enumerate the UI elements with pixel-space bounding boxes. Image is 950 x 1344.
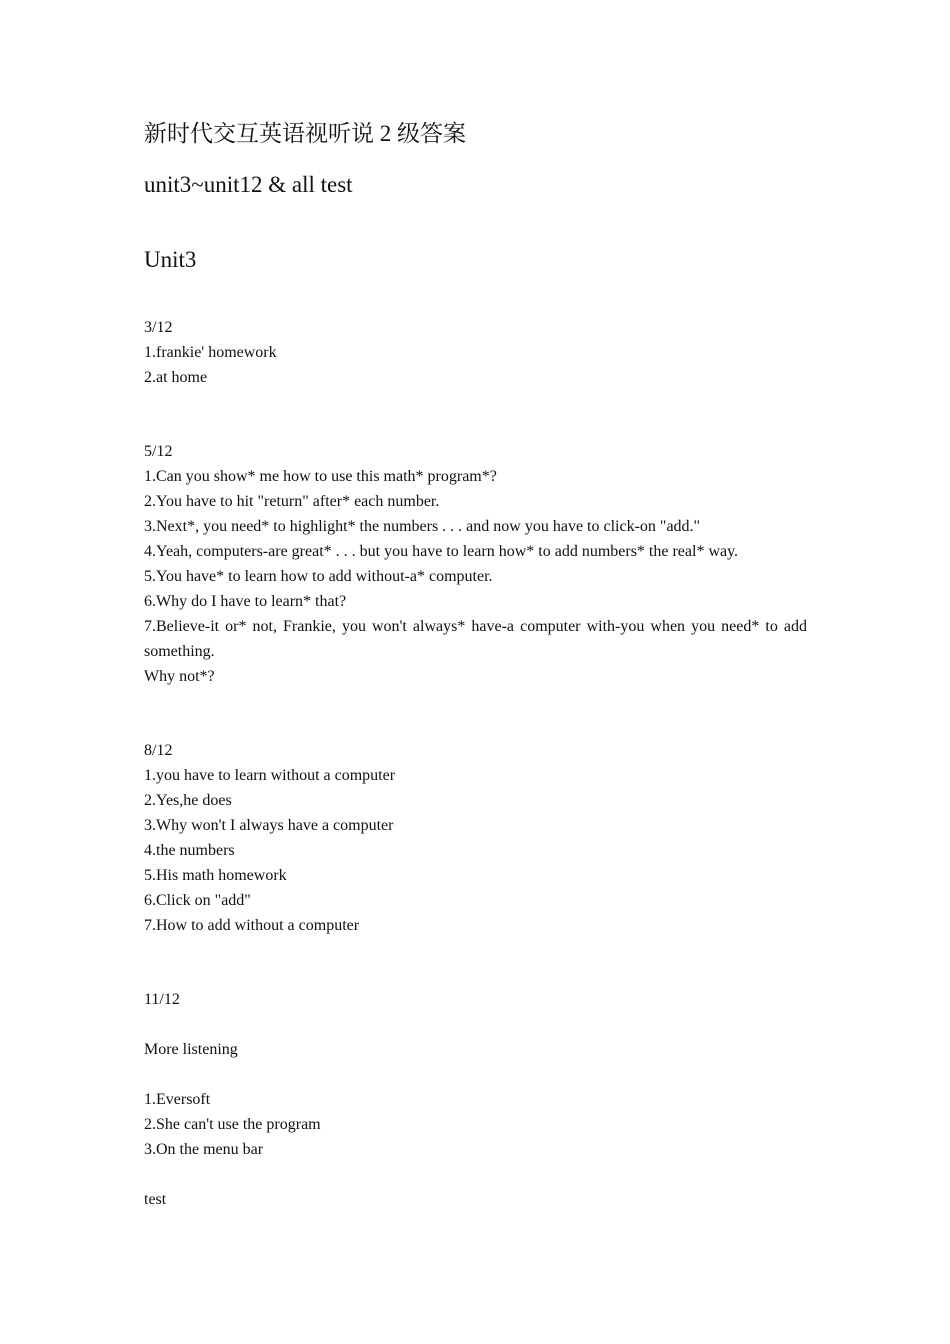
list-item: 2.You have to hit "return" after* each number. xyxy=(144,493,440,510)
list-item: 6.Why do I have to learn* that? xyxy=(144,593,347,610)
list-item: 2.at home xyxy=(144,369,208,386)
list-item: 2.She can't use the program xyxy=(144,1116,321,1133)
unit-heading: Unit3 xyxy=(144,247,197,272)
test-heading: test xyxy=(144,1191,167,1208)
more-listening-heading: More listening xyxy=(144,1041,238,1058)
list-item: 4.the numbers xyxy=(144,842,235,859)
list-item: 2.Yes,he does xyxy=(144,792,232,809)
list-item: Why not*? xyxy=(144,668,215,685)
list-item: 6.Click on "add" xyxy=(144,892,251,909)
document-title: 新时代交互英语视听说 2 级答案 xyxy=(144,121,466,146)
list-item: 1.frankie' homework xyxy=(144,344,277,361)
list-item: 4.Yeah, computers-are great* . . . but you have to learn how* to add numbers* the real* way. xyxy=(144,543,739,560)
list-item: 3.Next*, you need* to highlight* the numbers . . . and now you have to click-on "add." xyxy=(144,518,701,535)
list-item: 5.His math homework xyxy=(144,867,287,884)
section-label-11-12: 11/12 xyxy=(144,991,180,1008)
list-item: 3.On the menu bar xyxy=(144,1141,264,1158)
list-item: 7.How to add without a computer xyxy=(144,917,360,934)
list-item-paragraph: 7.Believe-it or* not, Frankie, you won't always* have-a computer with-you when you need* to add something. xyxy=(144,618,807,660)
section-label-3-12: 3/12 xyxy=(144,319,173,336)
list-item: 1.Can you show* me how to use this math* program*? xyxy=(144,468,497,485)
section-label-8-12: 8/12 xyxy=(144,742,173,759)
list-item: 5.You have* to learn how to add without-a* computer. xyxy=(144,568,493,585)
list-item: 1.you have to learn without a computer xyxy=(144,767,396,784)
list-item: 3.Why won't I always have a computer xyxy=(144,817,394,834)
document-subtitle: unit3~unit12 & all test xyxy=(144,172,353,197)
list-item: 1.Eversoft xyxy=(144,1091,211,1108)
section-label-5-12: 5/12 xyxy=(144,443,173,460)
